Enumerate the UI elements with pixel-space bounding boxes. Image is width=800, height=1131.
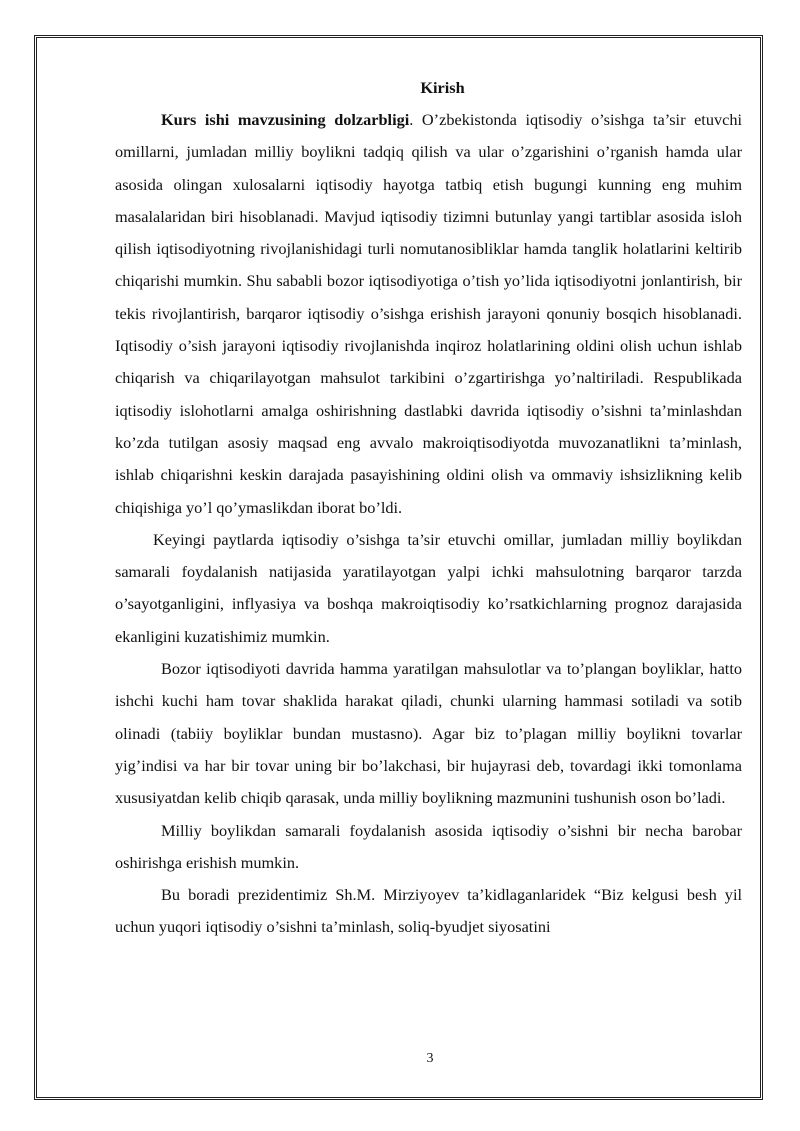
paragraph-text: Keyingi paytlarda iqtisodiy o’sishga ta’sir etuvchi omillar, jumladan milliy boylikdan samarali foydalanish natijasida yaratilayotgan yalpi ichki mahsulotning barqaror tarzda o’sayotganligini, inflyasiya va boshqa makroiqtisodiy ko’rsatkichlarning prognoz darajasida ekanligini kuzatishimiz mumkin. — [115, 529, 742, 646]
page-title: Kirish — [420, 78, 465, 97]
paragraph-3 — [115, 653, 742, 814]
paragraph-text: Bozor iqtisodiyoti davrida hamma yaratilgan mahsulotlar va to’plangan boyliklar, hatto ishchi kuchi ham tovar shaklida harakat qiladi, chunki ularning hammasi sotiladi va sotib olinadi (tabiiy boyliklar bundan mustasno). Agar biz to’plagan milliy boylikni tovarlar yig’indisi va har bir tovar uning bir bo’lakchasi, bir hujayrasi deb, tovardagi ikki tomonlama xususiyatdan kelib chiqib qarasak, unda milliy boylikning mazmunini tushunish oson bo’ladi. — [115, 659, 742, 808]
paragraph-4 — [115, 815, 742, 880]
paragraph-5 — [115, 879, 742, 944]
paragraph-2 — [115, 524, 742, 653]
paragraph-1 — [115, 104, 742, 524]
document-page — [115, 72, 742, 944]
paragraph-lead: Kurs ishi mavzusining dolzarbligi — [161, 110, 410, 129]
paragraph-text: Bu boradi prezidentimiz Sh.M. Mirziyoyev ta’kidlaganlaridek “Biz kelgusi besh yil uchun yuqori iqtisodiy o’sishni ta’minlash, soliq-byudjet siyosatini — [115, 885, 742, 937]
paragraph-text: . O’zbekistonda iqtisodiy o’sishga ta’sir etuvchi omillarni, jumladan milliy boylikni tadqiq qilish va ular o’zgarishini o’rganish hamda ular asosida olingan xulosalarni iqtisodiy hayotga tatbiq etish bugungi kunning eng muhim masalalaridan biri hisoblanadi. Mavjud iqtisodiy tizimni butunlay yangi tartiblar asosida isloh qilish iqtisodiyotning rivojlanishidagi turli nomutanosibliklar hamda tanglik holatlarini keltirib chiqarishi mumkin. Shu sababli bozor iqtisodiyotiga o’tish yo’lida iqtisodiyotni jonlantirish, bir tekis rivojlantirish, barqaror iqtisodiy o’sishga erishish jarayoni qonuniy bosqich hisoblanadi. Iqtisodiy o’sish jarayoni iqtisodiy rivojlanishda inqiroz holatlarining oldini olish uchun ishlab chiqarish va chiqarilayotgan mahsulot tarkibini o’zgartirishga yo’naltiriladi. Respublikada iqtisodiy islohotlarni amalga oshirishning dastlabki davrida iqtisodiy o’sishni ta’minlashdan ko’zda tutilgan asosiy maqsad eng avvalo makroiqtisodiyotda muvozanatlikni ta’minlash, ishlab chiqarishni keskin darajada pasayishining oldini olish va ommaviy ishsizlikning kelib chiqishiga yo’l qo’ymaslikdan iborat bo’ldi. — [115, 110, 742, 517]
page-number: 3 — [426, 1051, 434, 1066]
paragraph-text: Milliy boylikdan samarali foydalanish asosida iqtisodiy o’sishni bir necha barobar oshirishga erishish mumkin. — [115, 820, 742, 872]
